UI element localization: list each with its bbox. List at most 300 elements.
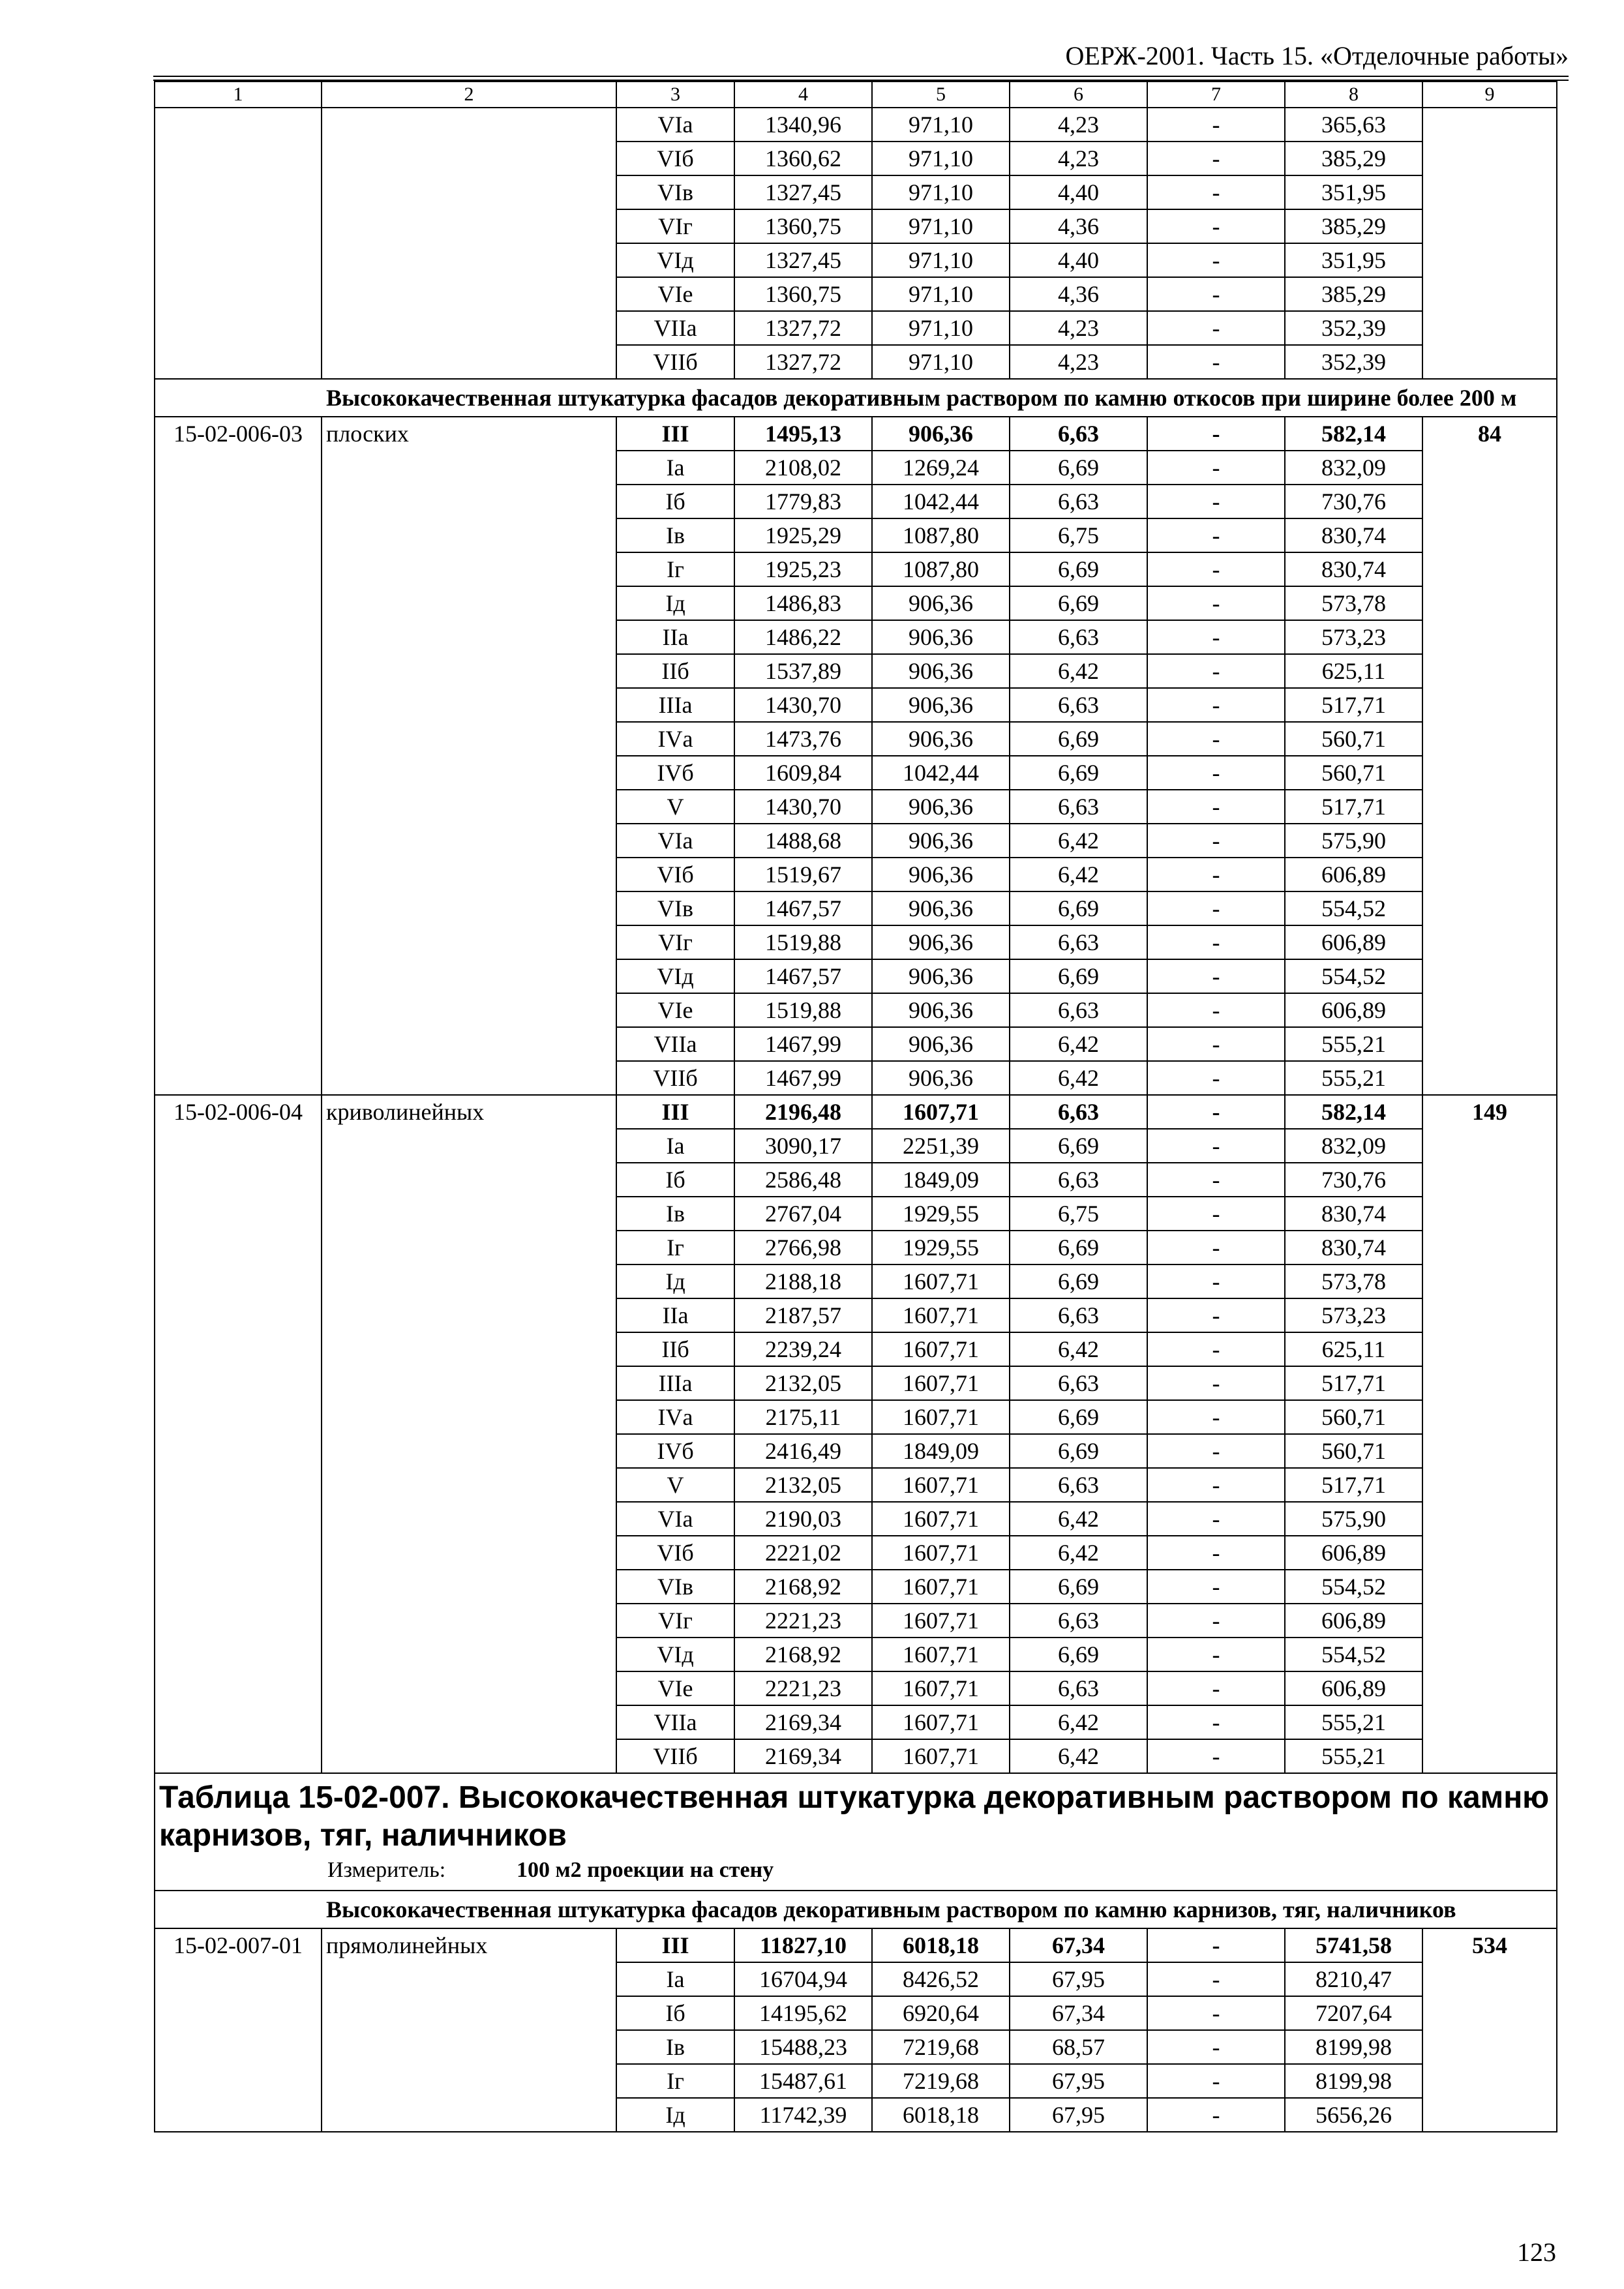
value-cell: -	[1147, 1095, 1285, 1129]
value-cell: VIв	[616, 175, 734, 209]
value-cell: -	[1147, 586, 1285, 620]
value-cell: 2169,34	[734, 1739, 872, 1773]
value-cell: 554,52	[1285, 959, 1422, 993]
value-cell: Iг	[616, 2064, 734, 2098]
value-cell: 606,89	[1285, 993, 1422, 1027]
value-cell: 2416,49	[734, 1434, 872, 1468]
value-cell: 6,42	[1010, 858, 1147, 891]
value-cell: 6,75	[1010, 1197, 1147, 1231]
value-cell: 4,23	[1010, 311, 1147, 345]
value-cell: 385,29	[1285, 277, 1422, 311]
value-cell: 1925,23	[734, 552, 872, 586]
value-cell: IVа	[616, 722, 734, 756]
value-cell: -	[1147, 1604, 1285, 1638]
value-cell: 1488,68	[734, 824, 872, 858]
value-cell: 971,10	[872, 142, 1010, 175]
value-cell: 2169,34	[734, 1705, 872, 1739]
value-cell: 6,69	[1010, 1129, 1147, 1163]
value-cell: 1340,96	[734, 108, 872, 142]
value-cell: IIа	[616, 620, 734, 654]
value-cell: 971,10	[872, 108, 1010, 142]
value-cell: 6,69	[1010, 451, 1147, 485]
value-cell: 8199,98	[1285, 2030, 1422, 2064]
value-cell: 6,69	[1010, 1434, 1147, 1468]
value-cell: IIIа	[616, 688, 734, 722]
column-number: 4	[734, 82, 872, 108]
value-cell: 606,89	[1285, 925, 1422, 959]
value-cell: 5656,26	[1285, 2098, 1422, 2132]
value-cell: IIа	[616, 1298, 734, 1332]
value-cell: 6,75	[1010, 518, 1147, 552]
table-row	[155, 1095, 1557, 1129]
value-cell: IIIа	[616, 1366, 734, 1400]
value-cell: 6,69	[1010, 1264, 1147, 1298]
value-cell: 6,63	[1010, 1095, 1147, 1129]
value-cell: VIIа	[616, 311, 734, 345]
value-cell: -	[1147, 1400, 1285, 1434]
value-cell: 517,71	[1285, 1468, 1422, 1502]
value-cell: -	[1147, 2064, 1285, 2098]
value-cell: 2766,98	[734, 1231, 872, 1264]
section-heading: Высококачественная штукатурка фасадов декоративным раствором по камню карнизов, тяг, наличников	[155, 1891, 1557, 1928]
value-cell: 6,69	[1010, 891, 1147, 925]
value-cell: 6,69	[1010, 1570, 1147, 1604]
value-cell: 2188,18	[734, 1264, 872, 1298]
table-title-cell	[155, 1773, 1557, 1891]
value-cell: 2175,11	[734, 1400, 872, 1434]
value-cell: 6,42	[1010, 1739, 1147, 1773]
value-cell: 606,89	[1285, 1671, 1422, 1705]
value-cell: -	[1147, 1264, 1285, 1298]
labor-rate-cell	[1422, 108, 1557, 379]
value-cell: III	[616, 1928, 734, 1962]
column-number: 2	[322, 82, 616, 108]
value-cell: 6,69	[1010, 1231, 1147, 1264]
value-cell: 6,42	[1010, 824, 1147, 858]
column-number: 3	[616, 82, 734, 108]
value-cell: 830,74	[1285, 1231, 1422, 1264]
value-cell: -	[1147, 824, 1285, 858]
value-cell: 6,69	[1010, 722, 1147, 756]
value-cell: -	[1147, 790, 1285, 824]
value-cell: 2190,03	[734, 1502, 872, 1536]
value-cell: 6,69	[1010, 756, 1147, 790]
value-cell: VIв	[616, 891, 734, 925]
value-cell: 906,36	[872, 790, 1010, 824]
value-cell: VIа	[616, 108, 734, 142]
value-cell: 1519,67	[734, 858, 872, 891]
value-cell: 560,71	[1285, 1434, 1422, 1468]
value-cell: -	[1147, 1928, 1285, 1962]
value-cell: 365,63	[1285, 108, 1422, 142]
value-cell: 555,21	[1285, 1739, 1422, 1773]
value-cell: 730,76	[1285, 1163, 1422, 1197]
value-cell: 1327,45	[734, 243, 872, 277]
value-cell: -	[1147, 959, 1285, 993]
value-cell: 7207,64	[1285, 1996, 1422, 2030]
value-cell: 906,36	[872, 959, 1010, 993]
value-cell: III	[616, 1095, 734, 1129]
value-cell: Iг	[616, 552, 734, 586]
value-cell: 1486,83	[734, 586, 872, 620]
value-cell: 16704,94	[734, 1962, 872, 1996]
value-cell: 560,71	[1285, 756, 1422, 790]
value-cell: 5741,58	[1285, 1928, 1422, 1962]
value-cell: 1087,80	[872, 518, 1010, 552]
value-cell: 2586,48	[734, 1163, 872, 1197]
value-cell: 1607,71	[872, 1638, 1010, 1671]
value-cell: Iд	[616, 2098, 734, 2132]
section-heading-row	[155, 1891, 1557, 1928]
value-cell: Iв	[616, 2030, 734, 2064]
value-cell: VIе	[616, 993, 734, 1027]
value-cell: 971,10	[872, 277, 1010, 311]
value-cell: 1087,80	[872, 552, 1010, 586]
value-cell: 6,63	[1010, 417, 1147, 451]
value-cell: 1607,71	[872, 1366, 1010, 1400]
value-cell: 4,40	[1010, 175, 1147, 209]
value-cell: 4,23	[1010, 108, 1147, 142]
table-row	[155, 1928, 1557, 1962]
value-cell: -	[1147, 451, 1285, 485]
value-cell: V	[616, 1468, 734, 1502]
value-cell: 1042,44	[872, 485, 1010, 518]
value-cell: 1467,99	[734, 1027, 872, 1061]
value-cell: 2251,39	[872, 1129, 1010, 1163]
work-name-cell: криволинейных	[322, 1095, 616, 1773]
value-cell: VIб	[616, 858, 734, 891]
value-cell: 1269,24	[872, 451, 1010, 485]
value-cell: 906,36	[872, 688, 1010, 722]
value-cell: Iб	[616, 1163, 734, 1197]
value-cell: 1607,71	[872, 1468, 1010, 1502]
value-cell: -	[1147, 1129, 1285, 1163]
value-cell: VIIб	[616, 345, 734, 379]
value-cell: VIе	[616, 1671, 734, 1705]
value-cell: 7219,68	[872, 2030, 1010, 2064]
value-cell: 11742,39	[734, 2098, 872, 2132]
value-cell: 1430,70	[734, 790, 872, 824]
value-cell: 1849,09	[872, 1434, 1010, 1468]
column-number: 7	[1147, 82, 1285, 108]
value-cell: -	[1147, 688, 1285, 722]
value-cell: 6018,18	[872, 1928, 1010, 1962]
value-cell: -	[1147, 1705, 1285, 1739]
rate-code-cell: 15-02-006-03	[155, 417, 322, 1095]
value-cell: 906,36	[872, 586, 1010, 620]
value-cell: 2767,04	[734, 1197, 872, 1231]
value-cell: 2221,23	[734, 1671, 872, 1705]
value-cell: 971,10	[872, 311, 1010, 345]
value-cell: 560,71	[1285, 722, 1422, 756]
value-cell: 6,63	[1010, 485, 1147, 518]
section-heading-row	[155, 379, 1557, 417]
value-cell: 6,69	[1010, 1638, 1147, 1671]
value-cell: -	[1147, 311, 1285, 345]
value-cell: 554,52	[1285, 1570, 1422, 1604]
value-cell: -	[1147, 722, 1285, 756]
value-cell: -	[1147, 1570, 1285, 1604]
value-cell: 1495,13	[734, 417, 872, 451]
value-cell: 906,36	[872, 891, 1010, 925]
value-cell: 517,71	[1285, 688, 1422, 722]
value-cell: 1607,71	[872, 1332, 1010, 1366]
measure-label: Измеритель:	[327, 1858, 446, 1882]
value-cell: -	[1147, 108, 1285, 142]
value-cell: 2221,23	[734, 1604, 872, 1638]
value-cell: 4,40	[1010, 243, 1147, 277]
table-row	[155, 417, 1557, 451]
value-cell: IVб	[616, 756, 734, 790]
value-cell: IIб	[616, 1332, 734, 1366]
value-cell: -	[1147, 620, 1285, 654]
value-cell: 8199,98	[1285, 2064, 1422, 2098]
value-cell: 555,21	[1285, 1061, 1422, 1095]
value-cell: Iа	[616, 451, 734, 485]
page-number: 123	[1517, 2237, 1556, 2267]
value-cell: 2187,57	[734, 1298, 872, 1332]
value-cell: 906,36	[872, 925, 1010, 959]
value-cell: 1042,44	[872, 756, 1010, 790]
value-cell: Iа	[616, 1129, 734, 1163]
value-cell: 1609,84	[734, 756, 872, 790]
value-cell: 1327,72	[734, 311, 872, 345]
value-cell: 385,29	[1285, 209, 1422, 243]
value-cell: 67,95	[1010, 2064, 1147, 2098]
rate-code-cell	[155, 108, 322, 379]
value-cell: 6,42	[1010, 1502, 1147, 1536]
value-cell: 606,89	[1285, 858, 1422, 891]
value-cell: 6,63	[1010, 1298, 1147, 1332]
value-cell: Iв	[616, 1197, 734, 1231]
column-number: 9	[1422, 82, 1557, 108]
value-cell: 517,71	[1285, 1366, 1422, 1400]
work-name-cell	[322, 108, 616, 379]
value-cell: 351,95	[1285, 243, 1422, 277]
value-cell: 1929,55	[872, 1231, 1010, 1264]
value-cell: 1607,71	[872, 1671, 1010, 1705]
value-cell: 11827,10	[734, 1928, 872, 1962]
value-cell: Iб	[616, 485, 734, 518]
value-cell: -	[1147, 925, 1285, 959]
work-name-cell: прямолинейных	[322, 1928, 616, 2132]
value-cell: III	[616, 417, 734, 451]
value-cell: 906,36	[872, 1061, 1010, 1095]
value-cell: 730,76	[1285, 485, 1422, 518]
value-cell: 4,36	[1010, 277, 1147, 311]
value-cell: VIб	[616, 142, 734, 175]
value-cell: -	[1147, 552, 1285, 586]
measure-line	[159, 1855, 1552, 1886]
value-cell: 15487,61	[734, 2064, 872, 2098]
value-cell: -	[1147, 485, 1285, 518]
value-cell: 554,52	[1285, 891, 1422, 925]
value-cell: -	[1147, 1638, 1285, 1671]
value-cell: 2196,48	[734, 1095, 872, 1129]
value-cell: 1607,71	[872, 1739, 1010, 1773]
value-cell: 2168,92	[734, 1638, 872, 1671]
value-cell: 1929,55	[872, 1197, 1010, 1231]
value-cell: 6,42	[1010, 1332, 1147, 1366]
labor-rate-cell: 534	[1422, 1928, 1557, 2132]
value-cell: 6,63	[1010, 1604, 1147, 1638]
value-cell: 832,09	[1285, 451, 1422, 485]
value-cell: 6,63	[1010, 925, 1147, 959]
value-cell: 971,10	[872, 243, 1010, 277]
value-cell: VIг	[616, 925, 734, 959]
value-cell: 6,42	[1010, 1027, 1147, 1061]
value-cell: 6,63	[1010, 1163, 1147, 1197]
table-row	[155, 108, 1557, 142]
value-cell: 1467,57	[734, 891, 872, 925]
rates-table	[154, 81, 1557, 2132]
value-cell: 6,42	[1010, 1536, 1147, 1570]
value-cell: 906,36	[872, 993, 1010, 1027]
value-cell: 971,10	[872, 209, 1010, 243]
column-number: 8	[1285, 82, 1422, 108]
value-cell: 573,78	[1285, 586, 1422, 620]
value-cell: 15488,23	[734, 2030, 872, 2064]
value-cell: 1607,71	[872, 1705, 1010, 1739]
value-cell: 906,36	[872, 620, 1010, 654]
value-cell: VIIа	[616, 1705, 734, 1739]
value-cell: -	[1147, 1434, 1285, 1468]
value-cell: -	[1147, 1197, 1285, 1231]
value-cell: -	[1147, 2030, 1285, 2064]
value-cell: -	[1147, 756, 1285, 790]
value-cell: 1486,22	[734, 620, 872, 654]
value-cell: 1327,45	[734, 175, 872, 209]
value-cell: 606,89	[1285, 1536, 1422, 1570]
value-cell: 68,57	[1010, 2030, 1147, 2064]
page-header-title: ОЕРЖ-2001. Часть 15. «Отделочные работы»	[1065, 41, 1569, 70]
value-cell: 582,14	[1285, 1095, 1422, 1129]
value-cell: 2132,05	[734, 1468, 872, 1502]
value-cell: 14195,62	[734, 1996, 872, 2030]
value-cell: 1430,70	[734, 688, 872, 722]
value-cell: 575,90	[1285, 1502, 1422, 1536]
value-cell: 575,90	[1285, 824, 1422, 858]
value-cell: 971,10	[872, 175, 1010, 209]
table-title: Таблица 15-02-007. Высококачественная штукатурка декоративным раствором по камню карнизов, тяг, наличников	[159, 1780, 1550, 1853]
value-cell: 8210,47	[1285, 1962, 1422, 1996]
value-cell: 1607,71	[872, 1536, 1010, 1570]
value-cell: 906,36	[872, 858, 1010, 891]
value-cell: -	[1147, 1739, 1285, 1773]
value-cell: 6,69	[1010, 1400, 1147, 1434]
value-cell: 1467,57	[734, 959, 872, 993]
value-cell: -	[1147, 209, 1285, 243]
page-header	[153, 37, 1569, 77]
value-cell: -	[1147, 175, 1285, 209]
value-cell: 67,95	[1010, 2098, 1147, 2132]
value-cell: 971,10	[872, 345, 1010, 379]
value-cell: 3090,17	[734, 1129, 872, 1163]
value-cell: -	[1147, 518, 1285, 552]
value-cell: Iг	[616, 1231, 734, 1264]
value-cell: -	[1147, 345, 1285, 379]
value-cell: 6,63	[1010, 993, 1147, 1027]
value-cell: VIе	[616, 277, 734, 311]
measure-value: 100 м2 проекции на стену	[517, 1858, 774, 1882]
value-cell: -	[1147, 891, 1285, 925]
value-cell: 1607,71	[872, 1604, 1010, 1638]
value-cell: 2239,24	[734, 1332, 872, 1366]
value-cell: VIIб	[616, 1739, 734, 1773]
value-cell: 67,34	[1010, 1928, 1147, 1962]
value-cell: VIIа	[616, 1027, 734, 1061]
value-cell: -	[1147, 1061, 1285, 1095]
value-cell: -	[1147, 142, 1285, 175]
value-cell: 1327,72	[734, 345, 872, 379]
value-cell: VIд	[616, 959, 734, 993]
value-cell: 6,69	[1010, 586, 1147, 620]
value-cell: 1519,88	[734, 993, 872, 1027]
value-cell: 906,36	[872, 417, 1010, 451]
value-cell: 906,36	[872, 722, 1010, 756]
value-cell: 573,23	[1285, 620, 1422, 654]
rates-table-body	[155, 82, 1557, 2132]
value-cell: 67,95	[1010, 1962, 1147, 1996]
value-cell: 6,63	[1010, 688, 1147, 722]
value-cell: 1360,75	[734, 277, 872, 311]
table-title-row	[155, 1773, 1557, 1891]
value-cell: 385,29	[1285, 142, 1422, 175]
value-cell: 1360,75	[734, 209, 872, 243]
value-cell: -	[1147, 1231, 1285, 1264]
value-cell: 906,36	[872, 654, 1010, 688]
value-cell: -	[1147, 858, 1285, 891]
value-cell: 1473,76	[734, 722, 872, 756]
value-cell: -	[1147, 1962, 1285, 1996]
value-cell: 6,63	[1010, 620, 1147, 654]
value-cell: 6,63	[1010, 1671, 1147, 1705]
value-cell: -	[1147, 654, 1285, 688]
value-cell: 1607,71	[872, 1264, 1010, 1298]
value-cell: -	[1147, 1027, 1285, 1061]
value-cell: 560,71	[1285, 1400, 1422, 1434]
value-cell: 517,71	[1285, 790, 1422, 824]
value-cell: -	[1147, 1298, 1285, 1332]
value-cell: 830,74	[1285, 552, 1422, 586]
value-cell: 906,36	[872, 1027, 1010, 1061]
value-cell: IIб	[616, 654, 734, 688]
value-cell: 832,09	[1285, 1129, 1422, 1163]
value-cell: 351,95	[1285, 175, 1422, 209]
value-cell: -	[1147, 993, 1285, 1027]
value-cell: VIд	[616, 243, 734, 277]
value-cell: -	[1147, 277, 1285, 311]
column-number: 6	[1010, 82, 1147, 108]
value-cell: 555,21	[1285, 1705, 1422, 1739]
value-cell: 6,42	[1010, 1061, 1147, 1095]
value-cell: Iв	[616, 518, 734, 552]
value-cell: 6,69	[1010, 552, 1147, 586]
value-cell: V	[616, 790, 734, 824]
work-name-cell: плоских	[322, 417, 616, 1095]
value-cell: IVб	[616, 1434, 734, 1468]
value-cell: VIд	[616, 1638, 734, 1671]
value-cell: -	[1147, 2098, 1285, 2132]
value-cell: -	[1147, 1996, 1285, 2030]
column-number: 5	[872, 82, 1010, 108]
value-cell: -	[1147, 243, 1285, 277]
value-cell: -	[1147, 1502, 1285, 1536]
value-cell: 625,11	[1285, 1332, 1422, 1366]
value-cell: Iа	[616, 1962, 734, 1996]
value-cell: VIа	[616, 1502, 734, 1536]
value-cell: 6,42	[1010, 654, 1147, 688]
